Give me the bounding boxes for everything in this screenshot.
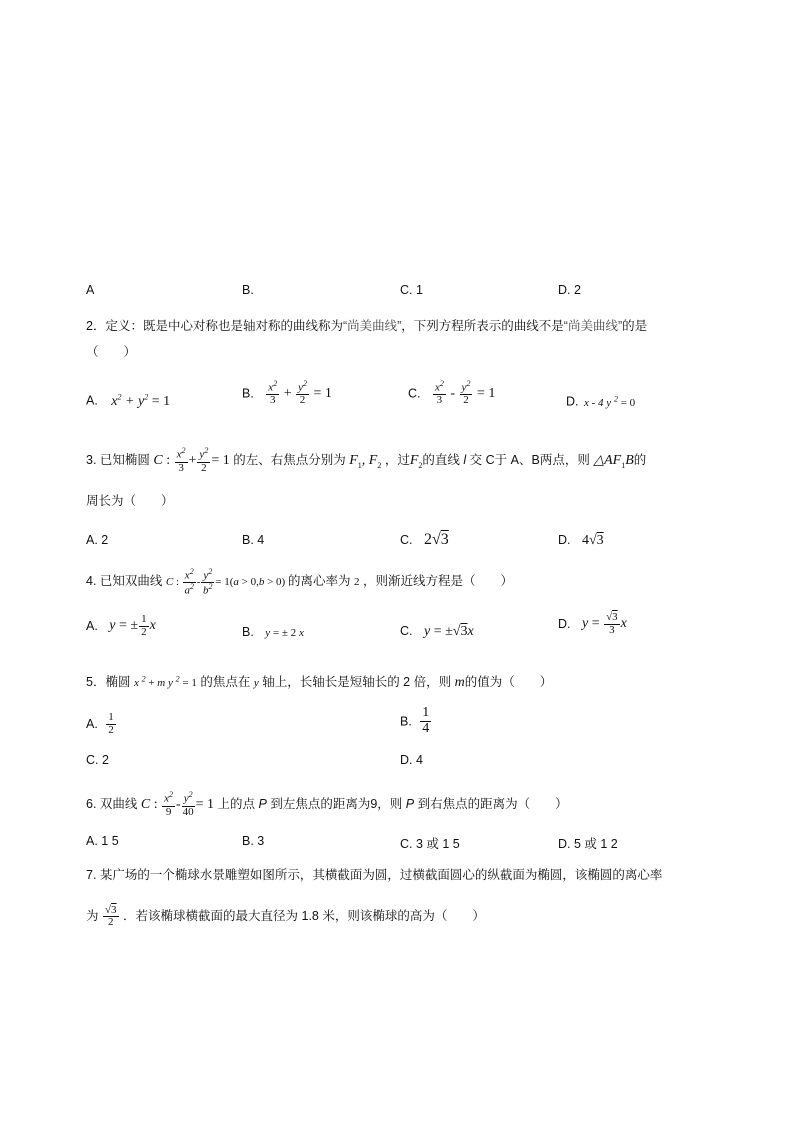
q4-option-c: C. y = ±√3x [400, 624, 474, 639]
q3-option-b: B. 4 [242, 533, 265, 547]
q5-option-a: A. $\frac{1}{2}$ [86, 711, 114, 736]
q6-stem: 6. 双曲线 C : $\frac{x^2}{9}$ - $\frac{y^2}{40}$ = 1 上的点 P 到左焦点的距离为9，则 P 到右焦点的距离为（ ） [86, 790, 568, 818]
q1-option-d: D. 2 [558, 283, 581, 297]
q5-option-d: D. 4 [400, 753, 423, 767]
q3-option-c: C. 2√3 [400, 531, 449, 548]
q4-option-b: B. y = ± 2 x [242, 625, 304, 639]
q6-option-c: C. 3 或 1 5 [400, 837, 460, 851]
q6-option-b: B. 3 [242, 834, 265, 848]
q2-stem: 2．定义：既是中心对称也是轴对称的曲线称为“尚美曲线”，下列方程所表示的曲线不是“尚美曲线”的是 [86, 319, 648, 333]
q4-stem: 4. 已知双曲线 C : $\frac{x^2}{a^2}$ - $\frac{y^2}{b^2}$ = 1(a > 0,b > 0) 的离心率为 2 ，则渐近线方程是（ ） [86, 566, 513, 597]
q4-option-d: D. y = $\frac{√3}{3}$ x [558, 611, 627, 636]
q2-option-b: B. $\frac{x^2}{3}$ + $\frac{y^2}{2}$ = 1 [242, 379, 332, 407]
q2-paren: （ ） [86, 345, 137, 359]
q1-option-a: A [86, 283, 95, 297]
q7-line2: 为 $\frac{√3}{2}$ ．若该椭球横截面的最大直径为 1.8 米，则该椭球的高为（ ） [86, 903, 485, 929]
q5-option-c: C. 2 [86, 753, 109, 767]
q5-stem: 5．椭圆 x $^2$ + m y $^2$ = 1 的焦点在 y 轴上，长轴长是短轴长的 2 倍，则 m的值为（ ） [86, 674, 553, 690]
q1-option-b: B. [242, 283, 254, 297]
q6-option-d: D. 5 或 1 2 [558, 837, 618, 851]
q6-option-a: A. 1 5 [86, 834, 119, 848]
q3-option-d: D. 4√3 [558, 533, 604, 548]
q3-line2: 周长为（ ） [86, 494, 174, 508]
q4-option-a: A. y = ± $\frac{1}{2}$ x [86, 613, 156, 638]
q5-option-b: B. $\frac{1}{4}$ [400, 705, 430, 736]
q7-line1: 7. 某广场的一个椭球水景雕塑如图所示，其横截面为圆，过横截面圆心的纵截面为椭圆，该椭圆的离心率 [86, 868, 663, 882]
q3-option-a: A. 2 [86, 533, 109, 547]
q3-stem: 3. 已知椭圆 C : $\frac{x^2}{3}$ + $\frac{y^2}{2}$ = 1 的左、右焦点分别为 $F_1$, $F_2$ ，过$F_2$的直线 l 交 C于 A、B两点，则 $\triangle AF_1B$的 [86, 446, 647, 474]
q2-option-d: D. x - 4 y $^2$ = 0 [566, 394, 636, 409]
q2-option-a: A. $x^2 + y^2 = 1$ [86, 392, 171, 409]
q2-option-c: C. $\frac{x^2}{3}$ - $\frac{y^2}{2}$ = 1 [408, 379, 496, 407]
q1-option-c: C. 1 [400, 283, 423, 297]
